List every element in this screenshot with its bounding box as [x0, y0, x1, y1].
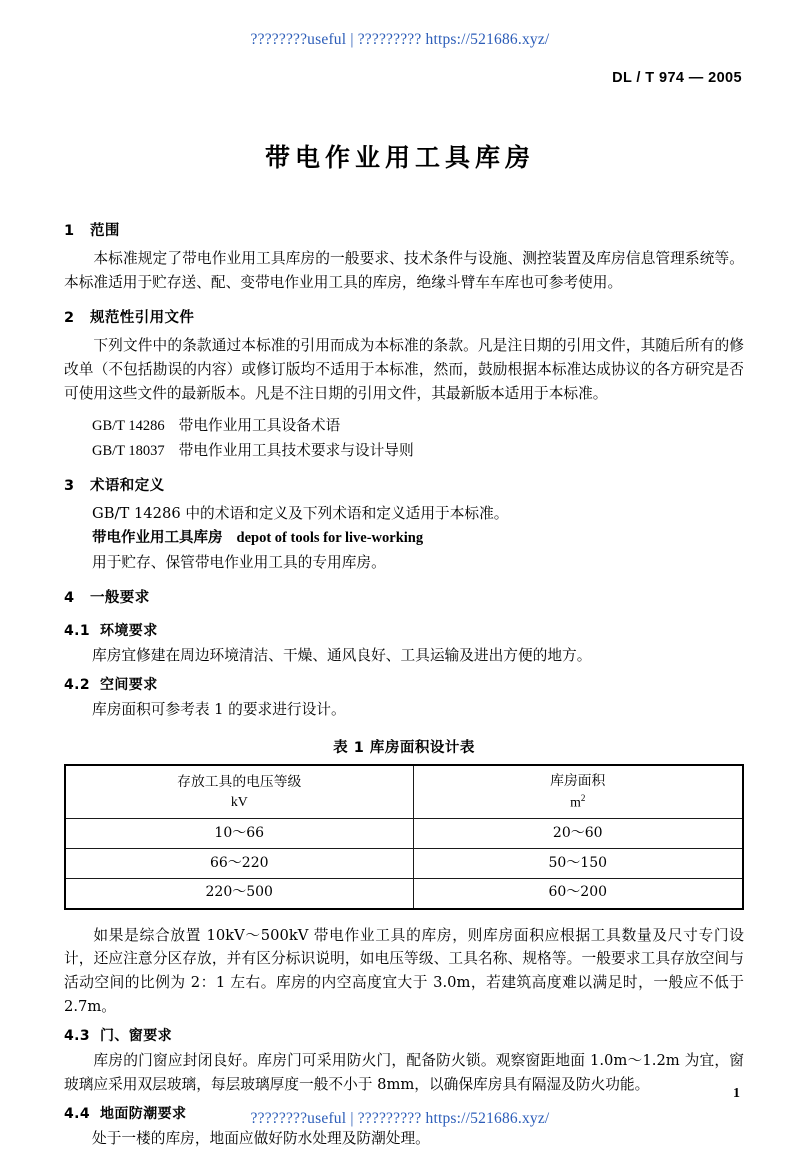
reference-code-1: GB/T 14286: [92, 418, 165, 435]
subsection-4-4-paragraph: 处于一楼的库房，地面应做好防水处理及防潮处理。: [92, 1130, 430, 1148]
subsection-title-4-2: 空间要求: [100, 676, 158, 693]
table-cell-area: 60～200: [413, 879, 743, 909]
table-caption: 表 1 库房面积设计表: [333, 740, 475, 757]
term-english: depot of tools for live-working: [236, 530, 424, 547]
reference-item-2: [92, 439, 744, 463]
section-1-paragraph: 本标准规定了带电作业用工具库房的一般要求、技术条件与设施、测控装置及库房信息管理系统等。本标准适用于贮存送、配、变带电作业用工具的库房，绝缘斗臂车车库也可参考使用。: [64, 250, 744, 291]
term-chinese: 带电作业用工具库房: [92, 530, 223, 547]
page-title: 带电作业用工具库房: [264, 143, 535, 172]
subsection-title-4-3: 门、窗要求: [100, 1027, 172, 1044]
subsection-title-4-4: 地面防潮要求: [100, 1105, 187, 1122]
table-header-voltage: [65, 765, 413, 818]
table-cell-voltage: 220～500: [65, 879, 413, 909]
term-entry: [92, 526, 744, 550]
subsection-4-3-paragraph: 库房的门窗应封闭良好。库房门可采用防火门，配备防火锁。观察窗距地面 1.0m～1.2m 为宜，窗玻璃应采用双层玻璃，每层玻璃厚度一般不小于 8mm，以确保库房具有隔湿及防火功能。: [64, 1052, 744, 1094]
standard-number-header: DL / T 974 — 2005: [612, 70, 742, 86]
subsection-number-4-4: 4.4: [64, 1105, 91, 1122]
table-header-voltage-label: 存放工具的电压等级: [177, 773, 302, 790]
subsection-heading-4-1: [64, 623, 744, 641]
section-number-1: 1: [64, 223, 75, 239]
section-title-1: 范围: [90, 223, 120, 239]
subsection-4-2-paragraph: 库房面积可参考表 1 的要求进行设计。: [92, 701, 346, 719]
section-heading-3: [64, 477, 744, 495]
section-heading-2: [64, 309, 744, 327]
reference-title-2: 带电作业用工具技术要求与设计导则: [178, 441, 414, 459]
reference-code-2: GB/T 18037: [92, 442, 165, 459]
table-header-area: [413, 765, 743, 818]
subsection-heading-4-3: [64, 1028, 744, 1046]
table-row: [65, 849, 743, 879]
document-body: [64, 222, 744, 1151]
table-header-area-label: 库房面积: [550, 773, 606, 790]
section-title-4: 一般要求: [90, 589, 150, 606]
section-3-paragraph: GB/T 14286 中的术语和定义及下列术语和定义适用于本标准。: [92, 505, 509, 523]
section-number-4: 4: [64, 589, 75, 606]
reference-item-1: [92, 414, 744, 438]
table-row: [65, 819, 743, 849]
section-number-3: 3: [64, 478, 75, 495]
subsection-number-4-1: 4.1: [64, 622, 91, 639]
table-cell-voltage: 10～66: [65, 819, 413, 849]
table-header-voltage-unit: kV: [230, 794, 248, 810]
section-heading-1: [64, 222, 744, 240]
subsection-heading-4-2: [64, 677, 744, 695]
subsection-number-4-2: 4.2: [64, 676, 91, 693]
subsection-4-1-paragraph: 库房宜修建在周边环境清洁、干燥、通风良好、工具运输及进出方便的地方。: [92, 647, 592, 665]
term-definition: 用于贮存、保管带电作业用工具的专用库房。: [92, 553, 386, 571]
section-2-paragraph: 下列文件中的条款通过本标准的引用而成为本标准的条款。凡是注日期的引用文件，其随后所有的修改单（不包括勘误的内容）或修订版均不适用于本标准，然而，鼓励根据本标准达成协议的各方研究是否可使用这些文件的最新版本。凡是不注日期的引用文件，其最新版本适用于本标准。: [64, 336, 744, 402]
section-heading-4: [64, 589, 744, 607]
subsection-title-4-1: 环境要求: [100, 622, 158, 639]
table-header-area-unit-exponent: 2: [580, 792, 586, 803]
section-number-2: 2: [64, 309, 75, 326]
post-table-paragraph: 如果是综合放置 10kV～500kV 带电作业工具的库房，则库房面积应根据工具数量及尺寸专门设计，还应注意分区存放，并有区分标识说明，如电压等级、工具名称、规格等。一般要求工具存放空间与活动空间的比例为 2：1 左右。库房的内空高度宜大于 3.0m，若建筑高度难以满足时，一般应不低于 2.7m。: [64, 926, 744, 1015]
section-title-3: 术语和定义: [90, 478, 165, 495]
page-number: 1: [733, 1086, 740, 1101]
table-header-area-unit-base: m: [570, 794, 581, 810]
subsection-number-4-3: 4.3: [64, 1027, 91, 1044]
reference-title-1: 带电作业用工具设备术语: [178, 417, 341, 435]
watermark-top: ????????useful | ????????? https://521686.xyz/: [250, 31, 550, 48]
section-title-2: 规范性引用文件: [90, 309, 195, 326]
table-header-row: [65, 765, 743, 818]
table-row: [65, 879, 743, 909]
table-cell-area: 50～150: [413, 849, 743, 879]
warehouse-area-table: [64, 764, 744, 909]
table-cell-area: 20～60: [413, 819, 743, 849]
table-header-area-unit: [416, 792, 741, 812]
watermark-bottom: ????????useful | ????????? https://521686.xyz/: [250, 1110, 550, 1127]
table-cell-voltage: 66～220: [65, 849, 413, 879]
